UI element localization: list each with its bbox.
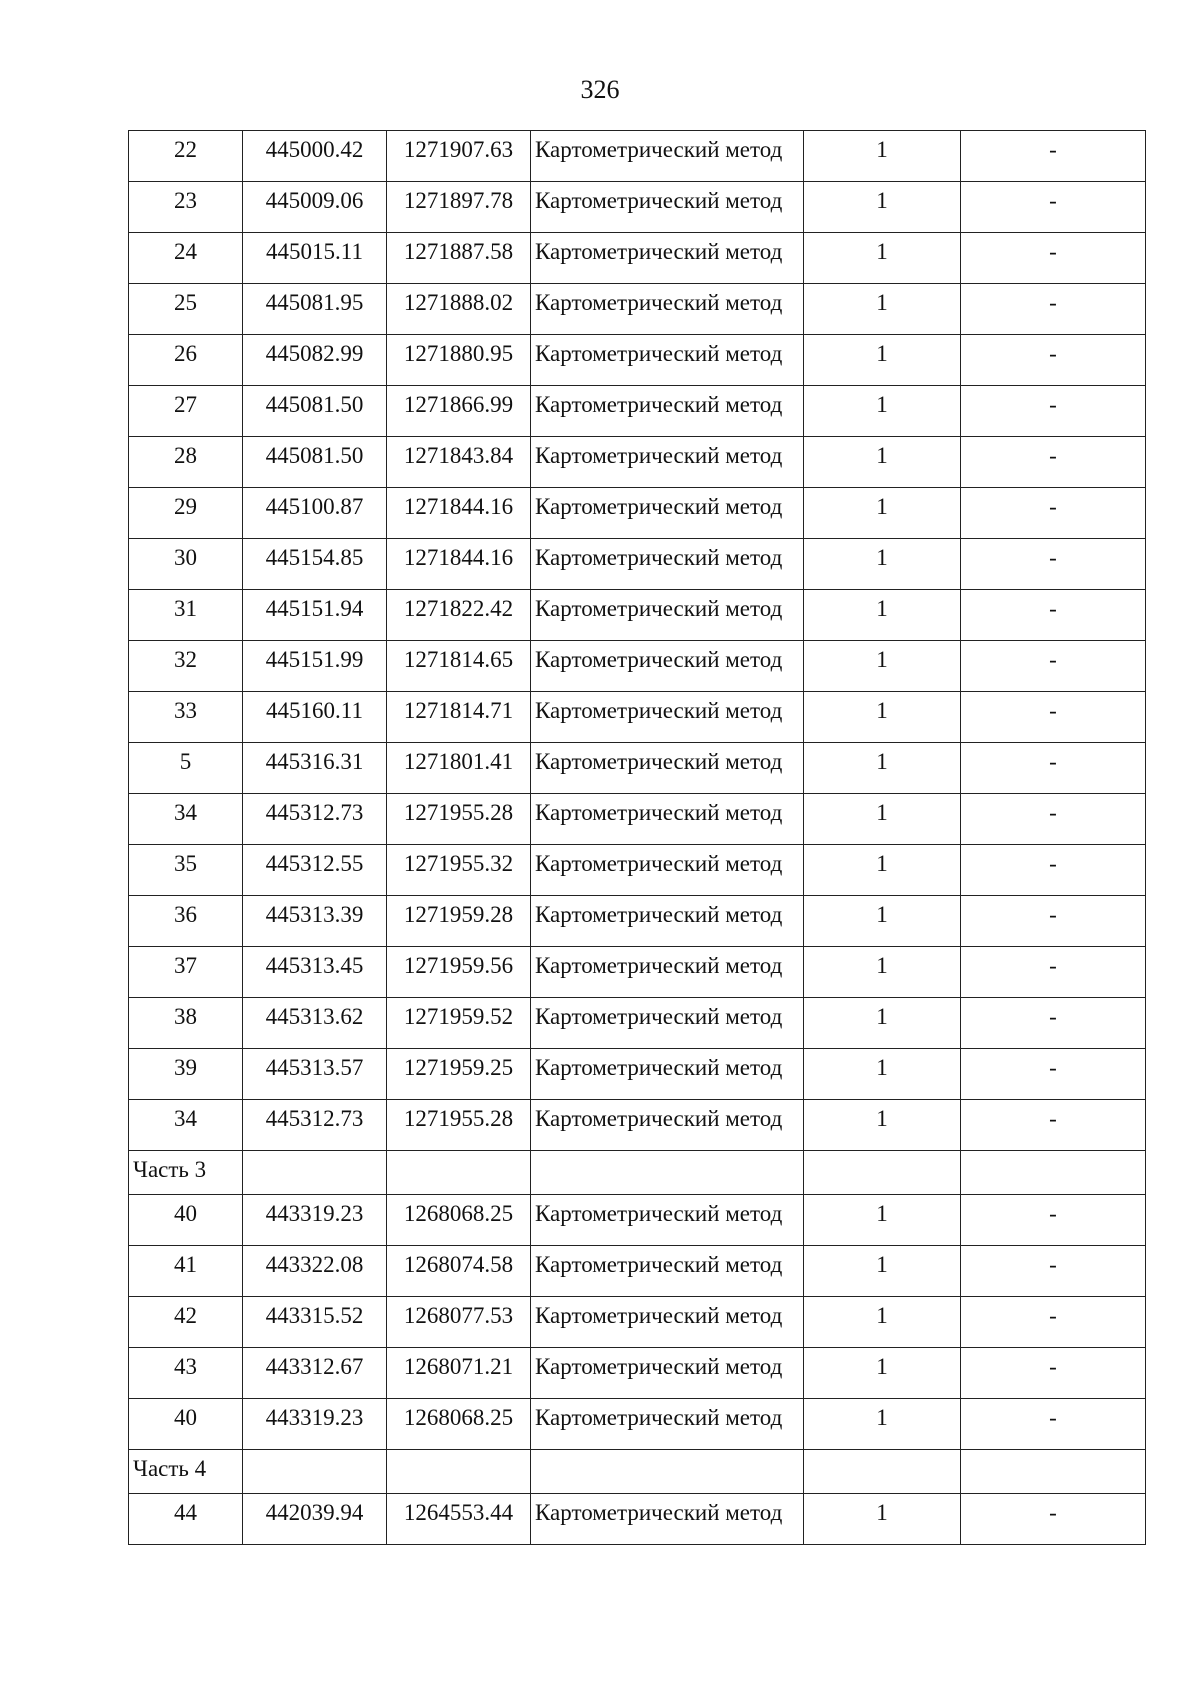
accuracy-cell: 1: [804, 947, 961, 998]
table-row: [129, 488, 1146, 539]
accuracy-cell: 1: [804, 1348, 961, 1399]
y-coordinate-cell: 1271959.52: [387, 998, 531, 1049]
x-coordinate-cell: 443319.23: [243, 1399, 387, 1450]
method-cell: Картометрический метод: [531, 1049, 804, 1100]
empty-cell: [961, 1450, 1146, 1494]
note-cell: -: [961, 131, 1146, 182]
accuracy-cell: 1: [804, 131, 961, 182]
note-cell: -: [961, 1297, 1146, 1348]
table-row: [129, 896, 1146, 947]
y-coordinate-cell: 1271959.25: [387, 1049, 531, 1100]
method-cell: Картометрический метод: [531, 1195, 804, 1246]
method-cell: Картометрический метод: [531, 1100, 804, 1151]
method-cell: Картометрический метод: [531, 896, 804, 947]
empty-cell: [804, 1450, 961, 1494]
x-coordinate-cell: 443319.23: [243, 1195, 387, 1246]
x-coordinate-cell: 445316.31: [243, 743, 387, 794]
y-coordinate-cell: 1271801.41: [387, 743, 531, 794]
y-coordinate-cell: 1268071.21: [387, 1348, 531, 1399]
accuracy-cell: 1: [804, 998, 961, 1049]
method-cell: Картометрический метод: [531, 590, 804, 641]
y-coordinate-cell: 1271959.56: [387, 947, 531, 998]
point-number-cell: 38: [129, 998, 243, 1049]
method-cell: Картометрический метод: [531, 794, 804, 845]
method-cell: Картометрический метод: [531, 1297, 804, 1348]
point-number-cell: 24: [129, 233, 243, 284]
empty-cell: [961, 1151, 1146, 1195]
method-cell: Картометрический метод: [531, 386, 804, 437]
table-row: [129, 1100, 1146, 1151]
x-coordinate-cell: 445313.62: [243, 998, 387, 1049]
empty-cell: [531, 1151, 804, 1195]
y-coordinate-cell: 1271866.99: [387, 386, 531, 437]
method-cell: Картометрический метод: [531, 335, 804, 386]
x-coordinate-cell: 442039.94: [243, 1494, 387, 1545]
accuracy-cell: 1: [804, 335, 961, 386]
point-number-cell: 30: [129, 539, 243, 590]
table-row: [129, 845, 1146, 896]
x-coordinate-cell: 443322.08: [243, 1246, 387, 1297]
table-row: [129, 998, 1146, 1049]
accuracy-cell: 1: [804, 1100, 961, 1151]
part-header-row: [129, 1450, 1146, 1494]
x-coordinate-cell: 445313.39: [243, 896, 387, 947]
accuracy-cell: 1: [804, 284, 961, 335]
y-coordinate-cell: 1268074.58: [387, 1246, 531, 1297]
y-coordinate-cell: 1268077.53: [387, 1297, 531, 1348]
point-number-cell: 29: [129, 488, 243, 539]
x-coordinate-cell: 445313.45: [243, 947, 387, 998]
note-cell: -: [961, 947, 1146, 998]
accuracy-cell: 1: [804, 1494, 961, 1545]
method-cell: Картометрический метод: [531, 641, 804, 692]
point-number-cell: 40: [129, 1399, 243, 1450]
method-cell: Картометрический метод: [531, 284, 804, 335]
note-cell: -: [961, 896, 1146, 947]
point-number-cell: 25: [129, 284, 243, 335]
x-coordinate-cell: 445312.55: [243, 845, 387, 896]
x-coordinate-cell: 445312.73: [243, 1100, 387, 1151]
accuracy-cell: 1: [804, 641, 961, 692]
accuracy-cell: 1: [804, 1195, 961, 1246]
y-coordinate-cell: 1271844.16: [387, 539, 531, 590]
x-coordinate-cell: 445015.11: [243, 233, 387, 284]
note-cell: -: [961, 845, 1146, 896]
accuracy-cell: 1: [804, 488, 961, 539]
empty-cell: [243, 1450, 387, 1494]
point-number-cell: 40: [129, 1195, 243, 1246]
empty-cell: [531, 1450, 804, 1494]
table-row: [129, 539, 1146, 590]
accuracy-cell: 1: [804, 437, 961, 488]
x-coordinate-cell: 445081.50: [243, 437, 387, 488]
note-cell: -: [961, 335, 1146, 386]
accuracy-cell: 1: [804, 590, 961, 641]
method-cell: Картометрический метод: [531, 1399, 804, 1450]
x-coordinate-cell: 445009.06: [243, 182, 387, 233]
accuracy-cell: 1: [804, 386, 961, 437]
part-header-row: [129, 1151, 1146, 1195]
table-row: [129, 1348, 1146, 1399]
y-coordinate-cell: 1271887.58: [387, 233, 531, 284]
coordinates-table-body: [129, 131, 1146, 1545]
method-cell: Картометрический метод: [531, 1348, 804, 1399]
empty-cell: [387, 1450, 531, 1494]
accuracy-cell: 1: [804, 845, 961, 896]
note-cell: -: [961, 743, 1146, 794]
note-cell: -: [961, 641, 1146, 692]
accuracy-cell: 1: [804, 1246, 961, 1297]
point-number-cell: 39: [129, 1049, 243, 1100]
y-coordinate-cell: 1271955.28: [387, 794, 531, 845]
accuracy-cell: 1: [804, 182, 961, 233]
y-coordinate-cell: 1271844.16: [387, 488, 531, 539]
x-coordinate-cell: 445312.73: [243, 794, 387, 845]
note-cell: -: [961, 1494, 1146, 1545]
note-cell: -: [961, 284, 1146, 335]
note-cell: -: [961, 386, 1146, 437]
note-cell: -: [961, 1246, 1146, 1297]
x-coordinate-cell: 445081.50: [243, 386, 387, 437]
point-number-cell: 42: [129, 1297, 243, 1348]
y-coordinate-cell: 1271907.63: [387, 131, 531, 182]
table-row: [129, 1246, 1146, 1297]
table-row: [129, 233, 1146, 284]
table-row: [129, 1399, 1146, 1450]
note-cell: -: [961, 1195, 1146, 1246]
point-number-cell: 31: [129, 590, 243, 641]
point-number-cell: 44: [129, 1494, 243, 1545]
y-coordinate-cell: 1268068.25: [387, 1195, 531, 1246]
table-row: [129, 437, 1146, 488]
accuracy-cell: 1: [804, 539, 961, 590]
note-cell: -: [961, 233, 1146, 284]
y-coordinate-cell: 1271843.84: [387, 437, 531, 488]
y-coordinate-cell: 1268068.25: [387, 1399, 531, 1450]
point-number-cell: 33: [129, 692, 243, 743]
point-number-cell: 34: [129, 794, 243, 845]
method-cell: Картометрический метод: [531, 182, 804, 233]
page-number: 326: [580, 75, 620, 104]
x-coordinate-cell: 445100.87: [243, 488, 387, 539]
point-number-cell: 34: [129, 1100, 243, 1151]
accuracy-cell: 1: [804, 1049, 961, 1100]
part-label-cell: Часть 3: [129, 1151, 243, 1195]
x-coordinate-cell: 445151.94: [243, 590, 387, 641]
accuracy-cell: 1: [804, 896, 961, 947]
accuracy-cell: 1: [804, 692, 961, 743]
accuracy-cell: 1: [804, 1399, 961, 1450]
method-cell: Картометрический метод: [531, 845, 804, 896]
accuracy-cell: 1: [804, 1297, 961, 1348]
table-row: [129, 131, 1146, 182]
point-number-cell: 35: [129, 845, 243, 896]
point-number-cell: 22: [129, 131, 243, 182]
point-number-cell: 36: [129, 896, 243, 947]
accuracy-cell: 1: [804, 743, 961, 794]
method-cell: Картометрический метод: [531, 131, 804, 182]
y-coordinate-cell: 1271888.02: [387, 284, 531, 335]
method-cell: Картометрический метод: [531, 233, 804, 284]
table-row: [129, 692, 1146, 743]
note-cell: -: [961, 794, 1146, 845]
y-coordinate-cell: 1271822.42: [387, 590, 531, 641]
table-row: [129, 743, 1146, 794]
y-coordinate-cell: 1271814.71: [387, 692, 531, 743]
method-cell: Картометрический метод: [531, 692, 804, 743]
table-row: [129, 1195, 1146, 1246]
x-coordinate-cell: 445313.57: [243, 1049, 387, 1100]
point-number-cell: 23: [129, 182, 243, 233]
method-cell: Картометрический метод: [531, 1494, 804, 1545]
table-row: [129, 641, 1146, 692]
table-row: [129, 335, 1146, 386]
method-cell: Картометрический метод: [531, 998, 804, 1049]
y-coordinate-cell: 1271959.28: [387, 896, 531, 947]
note-cell: -: [961, 1348, 1146, 1399]
point-number-cell: 28: [129, 437, 243, 488]
table-row: [129, 947, 1146, 998]
note-cell: -: [961, 692, 1146, 743]
note-cell: -: [961, 437, 1146, 488]
table-row: [129, 386, 1146, 437]
empty-cell: [243, 1151, 387, 1195]
point-number-cell: 32: [129, 641, 243, 692]
method-cell: Картометрический метод: [531, 488, 804, 539]
y-coordinate-cell: 1271897.78: [387, 182, 531, 233]
x-coordinate-cell: 443315.52: [243, 1297, 387, 1348]
method-cell: Картометрический метод: [531, 947, 804, 998]
note-cell: -: [961, 488, 1146, 539]
note-cell: -: [961, 1399, 1146, 1450]
point-number-cell: 26: [129, 335, 243, 386]
accuracy-cell: 1: [804, 794, 961, 845]
note-cell: -: [961, 590, 1146, 641]
note-cell: -: [961, 539, 1146, 590]
point-number-cell: 27: [129, 386, 243, 437]
table-row: [129, 1049, 1146, 1100]
y-coordinate-cell: 1271814.65: [387, 641, 531, 692]
point-number-cell: 5: [129, 743, 243, 794]
x-coordinate-cell: 445081.95: [243, 284, 387, 335]
note-cell: -: [961, 1100, 1146, 1151]
x-coordinate-cell: 445160.11: [243, 692, 387, 743]
empty-cell: [804, 1151, 961, 1195]
table-row: [129, 794, 1146, 845]
method-cell: Картометрический метод: [531, 539, 804, 590]
x-coordinate-cell: 443312.67: [243, 1348, 387, 1399]
y-coordinate-cell: 1271955.32: [387, 845, 531, 896]
y-coordinate-cell: 1271880.95: [387, 335, 531, 386]
point-number-cell: 41: [129, 1246, 243, 1297]
table-row: [129, 182, 1146, 233]
empty-cell: [387, 1151, 531, 1195]
x-coordinate-cell: 445151.99: [243, 641, 387, 692]
coordinates-table: [128, 130, 1146, 1545]
note-cell: -: [961, 998, 1146, 1049]
note-cell: -: [961, 182, 1146, 233]
y-coordinate-cell: 1264553.44: [387, 1494, 531, 1545]
table-row: [129, 1297, 1146, 1348]
x-coordinate-cell: 445000.42: [243, 131, 387, 182]
method-cell: Картометрический метод: [531, 437, 804, 488]
table-row: [129, 1494, 1146, 1545]
x-coordinate-cell: 445154.85: [243, 539, 387, 590]
note-cell: -: [961, 1049, 1146, 1100]
method-cell: Картометрический метод: [531, 743, 804, 794]
point-number-cell: 37: [129, 947, 243, 998]
part-label-cell: Часть 4: [129, 1450, 243, 1494]
x-coordinate-cell: 445082.99: [243, 335, 387, 386]
table-row: [129, 590, 1146, 641]
y-coordinate-cell: 1271955.28: [387, 1100, 531, 1151]
method-cell: Картометрический метод: [531, 1246, 804, 1297]
table-row: [129, 284, 1146, 335]
accuracy-cell: 1: [804, 233, 961, 284]
point-number-cell: 43: [129, 1348, 243, 1399]
